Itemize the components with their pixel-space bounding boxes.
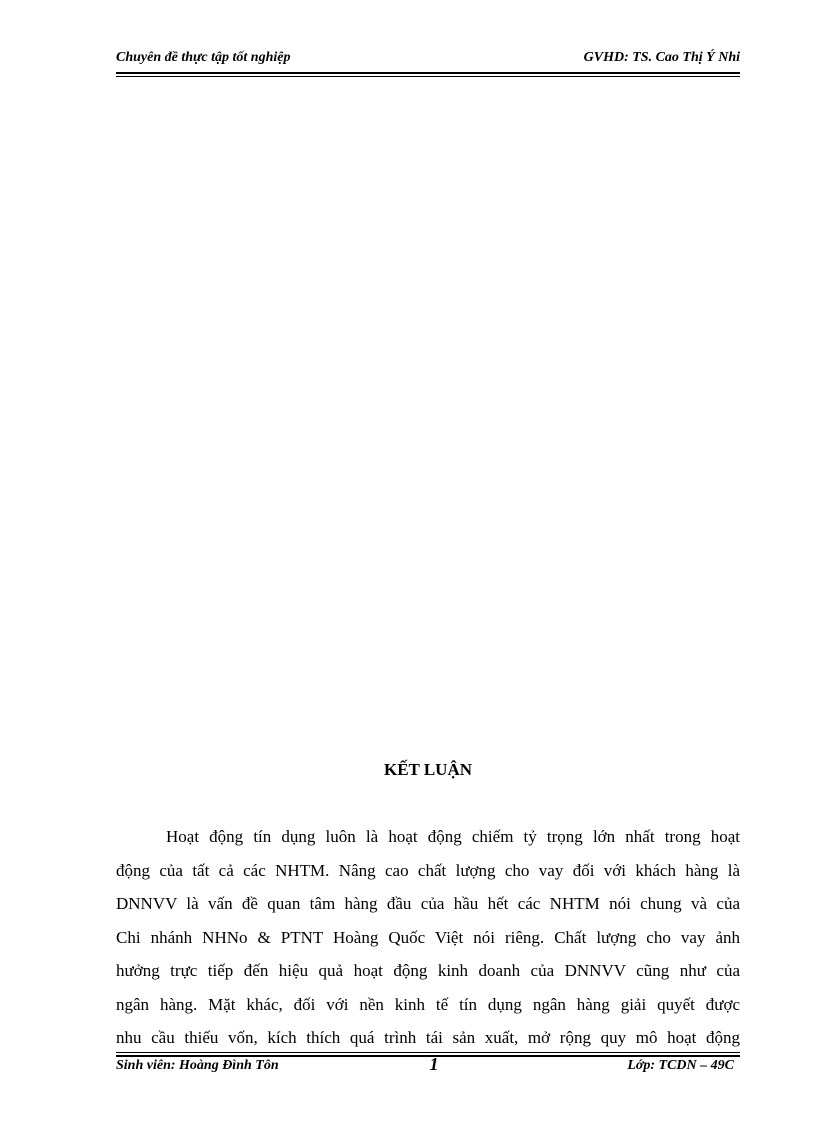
page-footer	[116, 1054, 740, 1080]
page-number: 1	[429, 1054, 439, 1074]
header-document-title: Chuyên đề thực tập tốt nghiệp	[116, 50, 291, 65]
body-line: ngân hàng. Mặt khác, đối với nền kinh tế tín dụng ngân hàng giải quyết được	[116, 994, 740, 1014]
body-line: DNNVV là vấn đề quan tâm hàng đầu của hầu hết các NHTM nói chung và của	[116, 894, 740, 913]
footer-student-name: Sinh viên: Hoàng Đình Tôn	[116, 1058, 279, 1073]
body-paragraph	[116, 820, 740, 1055]
body-line: nhu cầu thiếu vốn, kích thích quá trình tái sản xuất, mở rộng quy mô hoạt động	[116, 1028, 740, 1047]
body-line: hưởng trực tiếp đến hiệu quả hoạt động kinh doanh của DNNVV cũng như của	[116, 961, 740, 980]
header-supervisor: GVHD: TS. Cao Thị Ý Nhi	[583, 50, 740, 65]
footer-class: Lớp: TCDN – 49C	[627, 1058, 734, 1073]
body-line: Chi nhánh NHNo & PTNT Hoàng Quốc Việt nói riêng. Chất lượng cho vay ảnh	[116, 927, 740, 947]
footer-divider-thin	[116, 1052, 740, 1053]
page-header	[116, 48, 740, 74]
header-divider	[116, 76, 740, 77]
body-line: động của tất cả các NHTM. Nâng cao chất lượng cho vay đối với khách hàng là	[116, 860, 740, 880]
section-title: KẾT LUẬN	[383, 760, 472, 779]
body-line: Hoạt động tín dụng luôn là hoạt động chiếm tỷ trọng lớn nhất trong hoạt	[166, 827, 740, 846]
